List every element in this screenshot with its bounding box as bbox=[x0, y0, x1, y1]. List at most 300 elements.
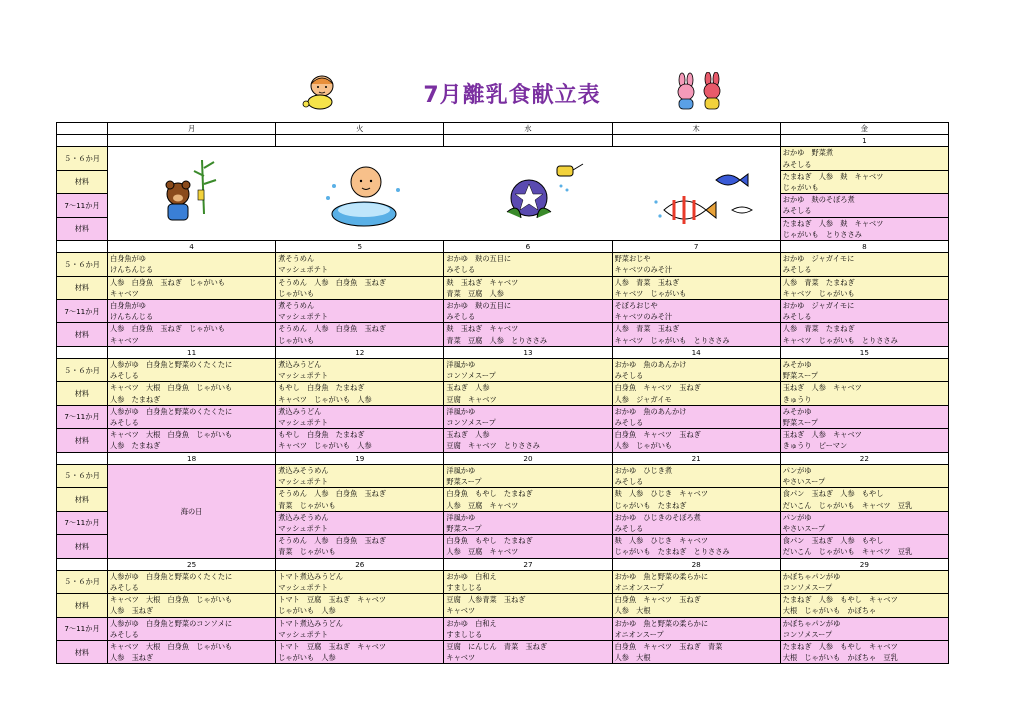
weekday-header: 水 bbox=[444, 123, 612, 135]
table-row bbox=[57, 241, 949, 253]
menu-cell bbox=[444, 640, 612, 663]
day-number: 18 bbox=[108, 452, 276, 464]
menu-line: パンがゆ bbox=[782, 512, 812, 522]
menu-cell bbox=[612, 594, 780, 617]
menu-line: 青菜 豆腐 人参 とりささみ bbox=[446, 335, 548, 345]
menu-line: おかゆ 魚と野菜の柔らかに bbox=[614, 571, 709, 581]
menu-line: そうめん 人参 白身魚 玉ねぎ bbox=[278, 324, 387, 334]
row-label: 材料 bbox=[57, 488, 108, 511]
day-number: 19 bbox=[276, 452, 444, 464]
menu-cell bbox=[444, 276, 612, 299]
menu-line: キャベツ bbox=[110, 335, 139, 345]
day-number: 20 bbox=[444, 452, 612, 464]
menu-cell bbox=[108, 429, 276, 452]
table-row bbox=[57, 640, 949, 663]
menu-line: けんちんじる bbox=[110, 312, 154, 322]
baby-illustration bbox=[298, 72, 342, 112]
menu-line: キャベツ 大根 白身魚 じゃがいも bbox=[110, 383, 233, 393]
menu-line: 人参 豆腐 キャベツ bbox=[446, 500, 519, 510]
menu-line: キャベツのみそ汁 bbox=[614, 312, 673, 322]
row-label: 材料 bbox=[57, 217, 108, 240]
menu-cell bbox=[276, 464, 444, 487]
menu-cell bbox=[780, 300, 948, 323]
menu-line: マッシュポテト bbox=[278, 582, 329, 592]
menu-line: 人参がゆ 白身魚と野菜のくたくたに bbox=[110, 360, 233, 370]
menu-line: みそしる bbox=[446, 265, 476, 275]
menu-line: コンソメスープ bbox=[782, 582, 833, 592]
menu-cell bbox=[444, 429, 612, 452]
menu-cell bbox=[276, 359, 444, 382]
menu-cell bbox=[612, 535, 780, 558]
menu-line: 人参 玉ねぎ bbox=[110, 606, 154, 616]
table-row bbox=[57, 123, 949, 135]
row-label: ５・６か月 bbox=[57, 147, 108, 170]
menu-cell bbox=[276, 429, 444, 452]
bunnies-illustration bbox=[668, 72, 730, 114]
day-number: 5 bbox=[276, 241, 444, 253]
menu-table bbox=[56, 122, 949, 664]
menu-line: みそしる bbox=[110, 418, 139, 428]
menu-line: たまねぎ 人参 もやし キャベツ bbox=[782, 641, 898, 651]
menu-line: おかゆ 魚のあんかけ bbox=[614, 360, 687, 370]
menu-line: 煮そうめん bbox=[278, 254, 315, 264]
menu-line: 煮込みそうめん bbox=[278, 465, 329, 475]
menu-line: おかゆ ジャガイモに bbox=[782, 254, 855, 264]
menu-line: トマト 豆腐 玉ねぎ キャベツ bbox=[278, 595, 387, 605]
menu-line: 人参 たまねぎ bbox=[110, 394, 161, 404]
menu-cell bbox=[444, 382, 612, 405]
menu-cell bbox=[276, 382, 444, 405]
menu-line: パンがゆ bbox=[782, 465, 812, 475]
menu-cell bbox=[276, 594, 444, 617]
menu-line: けんちんじる bbox=[110, 265, 154, 275]
menu-cell bbox=[780, 359, 948, 382]
row-label: ５・６か月 bbox=[57, 464, 108, 487]
menu-line: マッシュポテト bbox=[278, 418, 329, 428]
menu-line: みそしる bbox=[446, 312, 476, 322]
table-row bbox=[57, 359, 949, 382]
row-label: ５・６か月 bbox=[57, 570, 108, 593]
menu-cell bbox=[780, 535, 948, 558]
table-row bbox=[57, 452, 949, 464]
corner-cell bbox=[57, 123, 108, 135]
row-label: 7〜11か月 bbox=[57, 194, 108, 217]
day-number: 15 bbox=[780, 346, 948, 358]
friday-cell bbox=[780, 147, 948, 170]
menu-line: たまねぎ 人参 麸 キャベツ bbox=[782, 171, 884, 181]
menu-line: やさいスープ bbox=[782, 523, 826, 533]
menu-line: みそしる bbox=[782, 312, 812, 322]
day-number: 6 bbox=[444, 241, 612, 253]
menu-line: 人参がゆ 白身魚と野菜のコンソメに bbox=[110, 618, 233, 628]
menu-line: おかゆ 白和え bbox=[446, 571, 497, 581]
row-label: 7〜11か月 bbox=[57, 617, 108, 640]
menu-line: 人参 たまねぎ bbox=[110, 441, 161, 451]
menu-cell bbox=[276, 405, 444, 428]
menu-line: 人参 青菜 たまねぎ bbox=[782, 277, 855, 287]
menu-line: 人参がゆ 白身魚と野菜のくたくたに bbox=[110, 406, 233, 416]
menu-line: 白身魚 キャベツ 玉ねぎ bbox=[614, 383, 701, 393]
table-row bbox=[57, 405, 949, 428]
row-label: ５・６か月 bbox=[57, 253, 108, 276]
menu-cell bbox=[780, 382, 948, 405]
menu-cell bbox=[108, 640, 276, 663]
day-number-empty bbox=[612, 135, 780, 147]
day-number: 28 bbox=[612, 558, 780, 570]
menu-line: 人参 白身魚 玉ねぎ じゃがいも bbox=[110, 277, 226, 287]
menu-cell bbox=[108, 253, 276, 276]
menu-line: 白身魚がゆ bbox=[110, 254, 146, 264]
menu-line: 白身魚 キャベツ 玉ねぎ bbox=[614, 595, 701, 605]
menu-line: おかゆ 麸のそぼろ煮 bbox=[782, 195, 855, 205]
menu-line: マッシュポテト bbox=[278, 629, 329, 639]
menu-line: みそしる bbox=[110, 582, 139, 592]
menu-line: キャベツ じゃがいも とりささみ bbox=[782, 335, 898, 345]
menu-cell bbox=[780, 488, 948, 511]
table-row bbox=[57, 558, 949, 570]
menu-cell bbox=[612, 382, 780, 405]
menu-line: かぼちゃパンがゆ bbox=[782, 571, 841, 581]
menu-line: 白身魚 もやし たまねぎ bbox=[446, 489, 533, 499]
menu-line: 青菜 豆腐 人参 bbox=[446, 288, 504, 298]
menu-line: オニオンスープ bbox=[614, 582, 664, 592]
menu-line: じゃがいも 人参 bbox=[278, 606, 336, 616]
menu-cell bbox=[780, 405, 948, 428]
menu-line: キャベツ 大根 白身魚 じゃがいも bbox=[110, 595, 233, 605]
menu-cell bbox=[780, 429, 948, 452]
menu-line: 洋風かゆ bbox=[446, 512, 476, 522]
table-row bbox=[57, 253, 949, 276]
menu-line: すましじる bbox=[446, 582, 483, 592]
friday-cell bbox=[780, 217, 948, 240]
menu-line: オニオンスープ bbox=[614, 629, 664, 639]
day-number: 25 bbox=[108, 558, 276, 570]
menu-line: じゃがいも たまねぎ とりささみ bbox=[614, 547, 730, 557]
menu-line: だいこん じゃがいも キャベツ 豆乳 bbox=[782, 547, 913, 557]
menu-line: すましじる bbox=[446, 629, 483, 639]
menu-line: そうめん 人参 白身魚 玉ねぎ bbox=[278, 489, 387, 499]
menu-line: 人参 青菜 たまねぎ bbox=[782, 324, 855, 334]
menu-line: キャベツ じゃがいも とりささみ bbox=[614, 335, 730, 345]
weekday-header: 火 bbox=[276, 123, 444, 135]
menu-line: 人参 豆腐 キャベツ bbox=[446, 547, 519, 557]
menu-line: じゃがいも 人参 bbox=[278, 653, 336, 663]
day-number: 26 bbox=[276, 558, 444, 570]
menu-line: おかゆ ひじきのそぼろ煮 bbox=[614, 512, 701, 522]
menu-cell bbox=[612, 253, 780, 276]
menu-line: 麸 人参 ひじき キャベツ bbox=[614, 489, 709, 499]
menu-line: 豆腐 にんじん 青菜 玉ねぎ bbox=[446, 641, 548, 651]
table-row bbox=[57, 617, 949, 640]
menu-line: 煮込みうどん bbox=[278, 360, 322, 370]
row-label: 材料 bbox=[57, 429, 108, 452]
menu-line: おかゆ 麸の五目に bbox=[446, 254, 512, 264]
menu-line: コンソメスープ bbox=[446, 418, 496, 428]
menu-line: キャベツ bbox=[110, 288, 139, 298]
menu-line: 煮そうめん bbox=[278, 301, 315, 311]
menu-line: みそしる bbox=[782, 265, 812, 275]
menu-cell bbox=[780, 617, 948, 640]
menu-line: 玉ねぎ 人参 bbox=[446, 430, 490, 440]
friday-cell bbox=[780, 194, 948, 217]
menu-line: 玉ねぎ 人参 bbox=[446, 383, 490, 393]
weekday-header: 金 bbox=[780, 123, 948, 135]
menu-line: 煮込みうどん bbox=[278, 406, 322, 416]
menu-line: たまねぎ 人参 麸 キャベツ bbox=[782, 218, 884, 228]
menu-line: マッシュポテト bbox=[278, 265, 329, 275]
menu-line: 野菜スープ bbox=[782, 418, 818, 428]
weekday-header: 月 bbox=[108, 123, 276, 135]
menu-line: きゅうり ピーマン bbox=[782, 441, 848, 451]
menu-cell bbox=[612, 276, 780, 299]
menu-line: 麸 人参 ひじき キャベツ bbox=[614, 536, 709, 546]
table-row bbox=[57, 276, 949, 299]
menu-cell bbox=[276, 300, 444, 323]
menu-line: おかゆ 白和え bbox=[446, 618, 497, 628]
menu-line: トマト煮込みうどん bbox=[278, 618, 343, 628]
menu-line: 食パン 玉ねぎ 人参 もやし bbox=[782, 489, 884, 499]
row-label: 7〜11か月 bbox=[57, 405, 108, 428]
page-title: 7月離乳食献立表 bbox=[423, 83, 601, 108]
menu-line: 人参 玉ねぎ bbox=[110, 653, 154, 663]
menu-cell bbox=[108, 405, 276, 428]
menu-cell bbox=[444, 617, 612, 640]
menu-line: トマト煮込みうどん bbox=[278, 571, 343, 581]
menu-line: 麸 玉ねぎ キャベツ bbox=[446, 324, 519, 334]
menu-cell bbox=[108, 276, 276, 299]
menu-cell bbox=[780, 511, 948, 534]
table-row bbox=[57, 429, 949, 452]
table-row bbox=[57, 323, 949, 346]
menu-line: 青菜 じゃがいも bbox=[278, 500, 336, 510]
menu-cell bbox=[612, 429, 780, 452]
menu-cell bbox=[780, 276, 948, 299]
menu-cell bbox=[444, 253, 612, 276]
menu-line: 玉ねぎ 人参 キャベツ bbox=[782, 430, 862, 440]
row-label: 材料 bbox=[57, 382, 108, 405]
menu-line: 野菜スープ bbox=[446, 523, 482, 533]
day-number: 12 bbox=[276, 346, 444, 358]
menu-line: 人参 青菜 玉ねぎ bbox=[614, 324, 680, 334]
menu-cell bbox=[108, 359, 276, 382]
row-label: 材料 bbox=[57, 170, 108, 193]
day-number-empty bbox=[444, 135, 612, 147]
menu-line: みそしる bbox=[614, 477, 644, 487]
menu-line: 豆腐 キャベツ bbox=[446, 394, 497, 404]
menu-line: じゃがいも たまねぎ bbox=[614, 500, 687, 510]
day-number: 11 bbox=[108, 346, 276, 358]
menu-cell bbox=[780, 570, 948, 593]
menu-cell bbox=[276, 253, 444, 276]
table-row bbox=[57, 570, 949, 593]
menu-line: 白身魚 もやし たまねぎ bbox=[446, 536, 533, 546]
menu-line: 人参 白身魚 玉ねぎ じゃがいも bbox=[110, 324, 226, 334]
day-number: 27 bbox=[444, 558, 612, 570]
menu-cell bbox=[780, 323, 948, 346]
table-row bbox=[57, 147, 949, 170]
menu-cell bbox=[108, 570, 276, 593]
menu-line: みそかゆ bbox=[782, 360, 812, 370]
menu-line: マッシュポテト bbox=[278, 371, 329, 381]
row-label: 材料 bbox=[57, 640, 108, 663]
menu-cell bbox=[780, 640, 948, 663]
menu-line: キャベツ じゃがいも 人参 bbox=[278, 441, 372, 451]
row-label: 材料 bbox=[57, 323, 108, 346]
day-number-empty bbox=[108, 135, 276, 147]
row-label: 材料 bbox=[57, 276, 108, 299]
menu-line: 野菜スープ bbox=[446, 477, 482, 487]
menu-line: 大根 じゃがいも かぼちゃ bbox=[782, 606, 877, 616]
menu-line: 煮込みそうめん bbox=[278, 512, 329, 522]
menu-line: 人参 大根 bbox=[614, 606, 651, 616]
table-row bbox=[57, 594, 949, 617]
menu-cell bbox=[612, 300, 780, 323]
menu-cell bbox=[612, 617, 780, 640]
menu-cell bbox=[108, 594, 276, 617]
menu-line: キャベツ bbox=[446, 653, 476, 663]
menu-cell bbox=[612, 570, 780, 593]
menu-line: おかゆ ひじき煮 bbox=[614, 465, 673, 475]
menu-cell bbox=[612, 640, 780, 663]
menu-cell bbox=[444, 300, 612, 323]
menu-cell bbox=[444, 535, 612, 558]
friday-cell bbox=[780, 170, 948, 193]
menu-cell bbox=[612, 323, 780, 346]
menu-line: みそしる bbox=[614, 418, 644, 428]
label-spacer bbox=[57, 346, 108, 358]
holiday-label: 海の日 bbox=[180, 506, 203, 516]
menu-line: やさいスープ bbox=[782, 477, 826, 487]
menu-line: 人参 大根 bbox=[614, 653, 651, 663]
row-label: ５・６か月 bbox=[57, 359, 108, 382]
menu-line: じゃがいも とりささみ bbox=[782, 229, 862, 239]
day-number: 4 bbox=[108, 241, 276, 253]
menu-line: 人参がゆ 白身魚と野菜のくたくたに bbox=[110, 571, 233, 581]
menu-line: おかゆ 魚と野菜の柔らかに bbox=[614, 618, 709, 628]
menu-cell bbox=[276, 511, 444, 534]
menu-line: きゅうり bbox=[782, 394, 812, 404]
menu-line: 白身魚がゆ bbox=[110, 301, 146, 311]
menu-line: キャベツ じゃがいも bbox=[782, 288, 855, 298]
menu-cell bbox=[276, 276, 444, 299]
menu-cell bbox=[612, 405, 780, 428]
menu-line: 大根 じゃがいも かぼちゃ 豆乳 bbox=[782, 653, 898, 663]
menu-line: 玉ねぎ 人参 キャベツ bbox=[782, 383, 862, 393]
day-number-empty bbox=[276, 135, 444, 147]
menu-cell bbox=[612, 359, 780, 382]
day-number: 21 bbox=[612, 452, 780, 464]
row-label: 7〜11か月 bbox=[57, 511, 108, 534]
day-number: 1 bbox=[780, 135, 948, 147]
menu-cell bbox=[612, 464, 780, 487]
menu-line: 人参 ジャガイモ bbox=[614, 394, 672, 404]
menu-line: キャベツのみそ汁 bbox=[614, 265, 673, 275]
menu-cell bbox=[444, 323, 612, 346]
menu-line: キャベツ じゃがいも 人参 bbox=[278, 394, 372, 404]
label-spacer bbox=[57, 135, 108, 147]
menu-line: 白身魚 キャベツ 玉ねぎ bbox=[614, 430, 701, 440]
menu-cell bbox=[612, 511, 780, 534]
menu-line: マッシュポテト bbox=[278, 477, 329, 487]
menu-cell bbox=[276, 488, 444, 511]
menu-cell bbox=[444, 511, 612, 534]
table-row bbox=[57, 135, 949, 147]
menu-line: もやし 白身魚 たまねぎ bbox=[278, 430, 365, 440]
menu-line: 青菜 じゃがいも bbox=[278, 547, 336, 557]
menu-line: コンソメスープ bbox=[446, 371, 496, 381]
menu-line: みそかゆ bbox=[782, 406, 812, 416]
menu-line: 食パン 玉ねぎ 人参 もやし bbox=[782, 536, 884, 546]
menu-line: じゃがいも bbox=[278, 335, 315, 345]
menu-line: もやし 白身魚 たまねぎ bbox=[278, 383, 365, 393]
table-row bbox=[57, 300, 949, 323]
menu-cell bbox=[276, 535, 444, 558]
menu-line: おかゆ 野菜煮 bbox=[782, 148, 834, 158]
menu-line: かぼちゃパンがゆ bbox=[782, 618, 841, 628]
menu-line: じゃがいも bbox=[278, 288, 315, 298]
menu-cell bbox=[108, 323, 276, 346]
row-label: 7〜11か月 bbox=[57, 300, 108, 323]
menu-cell bbox=[444, 405, 612, 428]
menu-line: キャベツ bbox=[446, 606, 476, 616]
menu-cell bbox=[276, 323, 444, 346]
day-number: 22 bbox=[780, 452, 948, 464]
menu-line: 豆腐 人参青菜 玉ねぎ bbox=[446, 595, 526, 605]
menu-line: 白身魚 キャベツ 玉ねぎ 青菜 bbox=[614, 641, 723, 651]
menu-line: 洋風かゆ bbox=[446, 465, 476, 475]
menu-line: おかゆ 麸の五目に bbox=[446, 301, 512, 311]
menu-line: 豆腐 キャベツ とりささみ bbox=[446, 441, 540, 451]
menu-cell bbox=[780, 594, 948, 617]
label-spacer bbox=[57, 452, 108, 464]
menu-line: みそしる bbox=[110, 629, 139, 639]
day-number: 8 bbox=[780, 241, 948, 253]
menu-line: みそしる bbox=[782, 159, 812, 169]
illustration-area bbox=[108, 147, 781, 241]
holiday-cell bbox=[108, 464, 276, 558]
menu-cell bbox=[780, 464, 948, 487]
menu-cell bbox=[612, 488, 780, 511]
menu-line: 野菜おじや bbox=[614, 254, 651, 264]
menu-line: 人参 じゃがいも bbox=[614, 441, 673, 451]
table-row bbox=[57, 382, 949, 405]
label-spacer bbox=[57, 558, 108, 570]
menu-cell bbox=[276, 570, 444, 593]
menu-line: 野菜スープ bbox=[782, 371, 818, 381]
menu-cell bbox=[780, 253, 948, 276]
menu-line: 洋風かゆ bbox=[446, 406, 476, 416]
menu-line: キャベツ じゃがいも bbox=[614, 288, 687, 298]
menu-line: おかゆ ジャガイモに bbox=[782, 301, 855, 311]
menu-line: 人参 青菜 玉ねぎ bbox=[614, 277, 680, 287]
menu-line: 麸 玉ねぎ キャベツ bbox=[446, 277, 519, 287]
menu-line: そうめん 人参 白身魚 玉ねぎ bbox=[278, 536, 387, 546]
menu-cell bbox=[108, 300, 276, 323]
menu-cell bbox=[444, 359, 612, 382]
menu-cell bbox=[108, 617, 276, 640]
menu-line: そうめん 人参 白身魚 玉ねぎ bbox=[278, 277, 387, 287]
menu-line: キャベツ 大根 白身魚 じゃがいも bbox=[110, 641, 233, 651]
label-spacer bbox=[57, 241, 108, 253]
menu-line: おかゆ 魚のあんかけ bbox=[614, 406, 687, 416]
menu-cell bbox=[276, 617, 444, 640]
menu-cell bbox=[444, 570, 612, 593]
menu-line: キャベツ 大根 白身魚 じゃがいも bbox=[110, 430, 233, 440]
menu-line: だいこん じゃがいも キャベツ 豆乳 bbox=[782, 500, 913, 510]
menu-cell bbox=[276, 640, 444, 663]
menu-line: みそしる bbox=[614, 523, 644, 533]
table-row bbox=[57, 464, 949, 487]
